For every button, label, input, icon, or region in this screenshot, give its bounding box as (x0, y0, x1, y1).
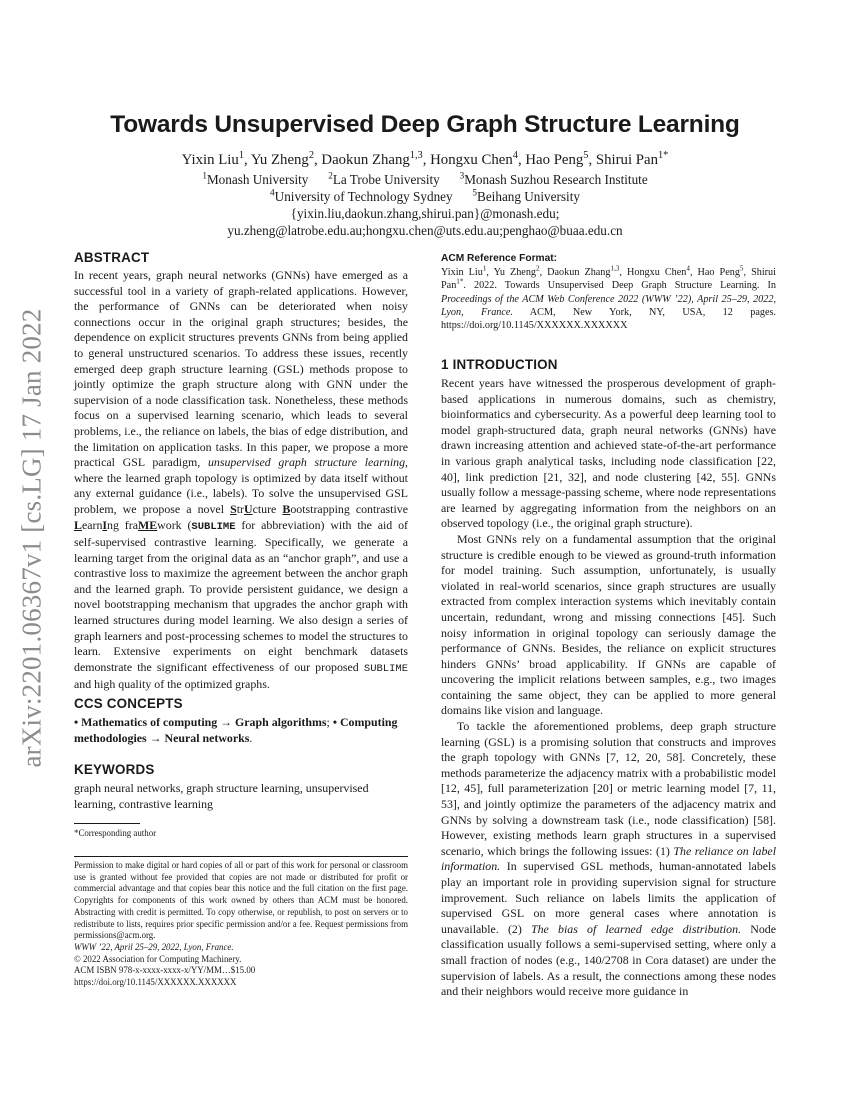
acm-author-name: Shirui Pan$^{1*}$ (441, 267, 776, 292)
intro-paragraph-1: Recent years have witnessed the prosperous development of graph-based applications in numerous domains, such as chemistry, bioinformatics and cybersecurity. As a powerful deep learning tool to model graph-structured data, graph neural networks (GNNs) have drawn increasing attention and achieved state-of-the-art performance in various graph analytical tasks, including node classification [22, 40], link prediction [21, 32], and node clustering [42, 55]. GNNs usually follow a message-passing scheme, where node representations are learned by aggregating information from the neighbors on an observed topology (i.e., the original graph structure). (441, 376, 776, 531)
affiliation: $^3$Monash Suzhou Research Institute (459, 170, 648, 187)
issue-2-label: The bias of learned edge distribution. (531, 921, 742, 936)
affiliations-line-1 (40, 172, 810, 188)
affiliation: $^2$La Trobe University (328, 170, 440, 187)
footnote-divider (74, 823, 140, 824)
acm-proceedings: Proceedings of the ACM Web Conference 2022 (WWW ’22), April 25–29, 2022, Lyon, France. (441, 293, 776, 318)
permission-block (74, 860, 408, 989)
ccs-concepts: • Mathematics of computing → Graph algorithms; • Computing methodologies → Neural networks. (74, 715, 398, 745)
acm-author-name: Hao Peng$^5$ (697, 264, 744, 278)
footnote-corresponding: *Corresponding author (74, 828, 157, 838)
keywords-text: graph neural networks, graph structure learning, unsupervised learning, contrastive learning (74, 781, 369, 811)
affiliations-line-2 (40, 189, 810, 205)
author-list: Yixin Liu$^1$, Yu Zheng$^2$, Daokun Zhang$^{1,3}$, Hongxu Chen$^4$, Hao Peng$^5$, Shirui Pan$^{1*}$ (181, 150, 669, 168)
acm-reference-heading: ACM Reference Format: (441, 253, 558, 264)
affiliation: $^1$Monash University (202, 170, 309, 187)
sublime-name-2: SUBLIME (363, 662, 408, 675)
author-name: Hongxu Chen$^4$ (430, 150, 518, 168)
abstract-text-4: and high quality of the optimized graphs. (74, 677, 270, 692)
paper-title: Towards Unsupervised Deep Graph Structure Learning (110, 111, 740, 138)
conference-line: WWW ’22, April 25–29, 2022, Lyon, France. (74, 941, 234, 952)
abstract-text-2: , where the learned graph topology is optimized by data itself without any external guidance (i.e., labels). To solve the unsupervised GSL problem, we propose a novel (74, 455, 408, 516)
permission-text: Permission to make digital or hard copies of all or part of this work for personal or classroom use is granted without fee provided that copies are not made or distributed for profit or commercial advantage and that copies bear this notice and the full citation on the first page. Copyrights for components of this work owned by others than ACM must be honored. Abstracting with credit is permitted. To copy otherwise, or republish, to post on servers or to redistribute to lists, requires prior specific permission and/or a fee. Request permissions from permissions@acm.org. (74, 860, 408, 941)
copyright-line: © 2022 Association for Computing Machinery. (74, 953, 242, 964)
abstract-body (74, 268, 408, 693)
affiliation: $^4$University of Technology Sydney (270, 187, 453, 204)
acm-author-name: Daokun Zhang$^{1,3}$ (547, 264, 620, 278)
ccs-item-1: • Mathematics of computing → Graph algorithms (74, 715, 327, 729)
acm-author-name: Yixin Liu$^1$ (441, 264, 487, 278)
abstract-text-1: In recent years, graph neural networks (GNNs) have emerged as a successful tool in a variety of graph-related applications. However, the performance of GNNs can be deteriorated when noisy connections occur in the original graph structures; besides, the dependence on explicit structures prevents GNNs from being applied to general unstructured scenarios. To address these issues, recently emerged deep graph structure learning (GSL) methods propose to jointly optimize the graph structure along with GNN under the supervision of a node classification task. Nonetheless, these methods focus on a supervised learning scenario, which leads to several problems, i.e., the reliance on labels, the bias of edge distribution, and the limitation on application tasks. In this paper, we propose a more practical GSL paradigm, (74, 268, 408, 470)
ccs-heading: CCS CONCEPTS (74, 696, 183, 711)
acm-author-name: Yu Zheng$^2$ (493, 264, 540, 278)
abstract-text-3: for abbreviation) with the aid of self-supervised contrastive learning. Specifically, we generate a learning target from the original data as an “anchor graph”, and use a contrastive loss to maximize the agreement between the anchor graph and the learned graph. To provide persistent guidance, we design a novel bootstrapping mechanism that upgrades the anchor graph with learned structures during model learning. We also design a series of graph learners and post-processing schemes to model the structures to learn. Extensive experiments on eight benchmark datasets demonstrate the significant effectiveness of our proposed (74, 517, 409, 674)
isbn-line: ACM ISBN 978-x-xxxx-xxxx-x/YY/MM…$15.00 (74, 965, 256, 976)
permission-divider (74, 856, 408, 857)
introduction-heading: 1 INTRODUCTION (441, 357, 558, 372)
author-name: Daokun Zhang$^{1,3}$ (321, 150, 423, 168)
intro-paragraph-3: To tackle the aforementioned problems, deep graph structure learning (GSL) is a promising solution that constructs and improves the graph topology with GNNs [7, 12, 20, 58]. Concretely, these methods parameterize the adjacency matrix with a probabilistic model [12, 45], full parameterization [20] or metric learning model [7, 11, 53], and jointly optimize the parameters of the adjacency matrix and GNNs by solving a downstream task (i.e., node classification) [58]. However, existing methods learn graph structures in a supervised scenario, which brings the following issues: (1) The reliance on label information. In supervised GSL methods, human-annotated labels play an important role in providing supervision signal for structure improvement. Such reliance on labels limits the application of supervised GSL on more general cases where annotation is unavailable. (2) The bias of learned edge distribution. Node classification usually follows a semi-supervised setting, where only a small fraction of nodes (e.g., 140/2708 in Cora dataset) are under the supervision of labels. As a result, the connections among these nodes and their neighbors would receive more guidance in (441, 719, 777, 999)
abstract-emphasis: unsupervised graph structure learning (207, 455, 406, 470)
emails-line-2: yu.zheng@latrobe.edu.au;hongxu.chen@uts.edu.au;penghao@buaa.edu.cn (227, 223, 623, 238)
keywords-heading: KEYWORDS (74, 762, 155, 777)
arxiv-stamp-text: arXiv:2201.06367v1 [cs.LG] 17 Jan 2022 (16, 308, 47, 768)
introduction-body (441, 376, 776, 1000)
issue-1-label: The reliance on label information. (441, 843, 777, 874)
emails-line-1: {yixin.liu,daokun.zhang,shirui.pan}@monash.edu; (290, 206, 560, 221)
intro-paragraph-2: Most GNNs rely on a fundamental assumption that the original structure is credible enough to be viewed as ground-truth information for model training. Such assumption, unfortunately, is usually violated in real-world scenarios, since graph structures are usually extracted from complex interaction systems which inevitably contain uncertain, redundant, wrong and missing connections [45]. Such noisy information in original topology can seriously damage the performance of GNNs. Besides, the reliance on explicit structures hinders GNNs’ broad applicability. If GNNs are capable of uncovering the implicit relations between samples, e.g., two images containing the same object, they can be applied to more general domains like vision and language. (441, 531, 776, 718)
arxiv-stamp (14, 258, 50, 818)
abstract-text-3a: ( (181, 517, 192, 532)
acm-reference-authors: Yixin Liu$^1$, Yu Zheng$^2$, Daokun Zhang$^{1,3}$, Hongxu Chen$^4$, Hao Peng$^5$, Shirui Pan$^{1*}$ (441, 264, 776, 292)
doi-line: https://doi.org/10.1145/XXXXXX.XXXXXX (74, 977, 237, 988)
author-name: Yixin Liu$^1$ (181, 150, 244, 168)
acm-author-name: Hongxu Chen$^4$ (627, 264, 690, 278)
ccs-item-2: • Computing methodologies → Neural networks (74, 715, 398, 745)
acm-reference-text: Yixin Liu$^1$, Yu Zheng$^2$, Daokun Zhang$^{1,3}$, Hongxu Chen$^4$, Hao Peng$^5$, Shirui Pan$^{1*}$. 2022. Towards Unsupervised Deep Graph Structure Learning. In Proceedings of the ACM Web Conference 2022 (WWW ’22), April 25–29, 2022, Lyon, France. ACM, New York, NY, USA, 12 pages. https://doi.org/10.1145/XXXXXX.XXXXXX (441, 264, 776, 332)
sublime-name: SUBLIME (191, 520, 236, 533)
framework-name: StrUcture Bootstrapping contrastive LearnIng fraMEwork (74, 501, 408, 532)
abstract-heading: ABSTRACT (74, 250, 150, 265)
author-name: Hao Peng$^5$ (525, 150, 589, 168)
affiliation: $^5$Beihang University (472, 187, 580, 204)
author-name: Yu Zheng$^2$ (250, 150, 314, 168)
author-name: Shirui Pan$^{1*}$ (595, 150, 669, 168)
